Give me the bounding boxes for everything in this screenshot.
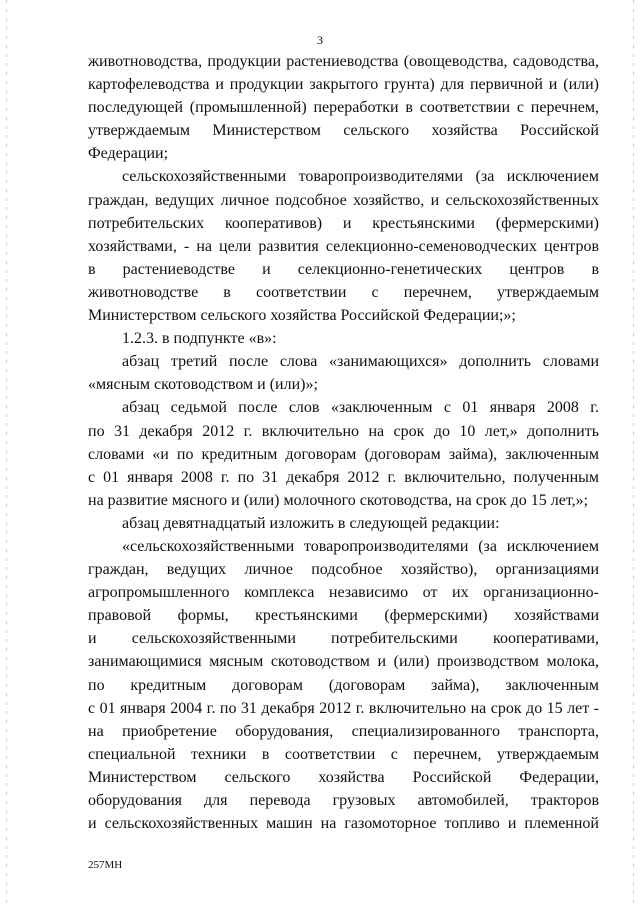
scan-edge-left: [6, 0, 7, 905]
text-line: животноводстве в соответствии с перечнем, утверждаемым: [88, 283, 599, 301]
text-line: абзац третий после слова «занимающихся» дополнить словами: [122, 353, 599, 371]
page-number: 3: [317, 33, 323, 47]
scan-edge-right: [633, 0, 634, 905]
text-line: абзац девятнадцатый изложить в следующей редакции:: [122, 514, 500, 532]
text-line: «сельскохозяйственными товаропроизводителями (за исключением: [122, 537, 599, 555]
text-line: и сельскохозяйственных машин на газомоторное топливо и племенной: [88, 815, 599, 833]
document-code: 257МН: [88, 859, 123, 871]
text-line: граждан, ведущих личное подсобное хозяйство, и сельскохозяйственных: [88, 191, 599, 209]
text-line: оборудования для перевода грузовых автомобилей, тракторов: [88, 792, 599, 809]
text-line: в растениеводстве и селекционно-генетических центров в: [88, 260, 599, 278]
text-line: агропромышленного комплекса независимо от их организационно-: [88, 584, 599, 602]
text-line: сельскохозяйственными товаропроизводителями (за исключением: [122, 168, 599, 186]
text-line: занимающимися мясным скотоводством и (или) производством молока,: [88, 653, 599, 671]
text-line: потребительских кооперативов) и крестьянскими (фермерскими): [88, 214, 599, 232]
text-line: на приобретение оборудования, специализированного транспорта,: [88, 722, 599, 740]
text-line: словами «и по кредитным договорам (договорам займа), заключенным: [88, 445, 599, 463]
text-line: по 31 декабря 2012 г. включительно на срок до 10 лет,» дополнить: [88, 422, 599, 440]
text-line: на развитие мясного и (или) молочного скотоводства, на срок до 15 лет,»;: [88, 491, 589, 509]
document-body: [88, 50, 599, 835]
text-line: последующей (промышленной) переработки в соответствии с перечнем,: [88, 99, 599, 117]
text-line: с 01 января 2008 г. по 31 декабря 2012 г. включительно, полученным: [88, 468, 599, 486]
text-line: Министерством сельского хозяйства Российской Федерации,: [88, 768, 599, 786]
text-line: по кредитным договорам (договорам займа), заключенным: [88, 676, 599, 694]
text-line: Федерации;: [88, 145, 169, 163]
text-line: правовой формы, крестьянскими (фермерскими) хозяйствами: [88, 607, 599, 625]
text-line: картофелеводства и продукции закрытого грунта) для первичной и (или): [88, 76, 599, 94]
text-line: абзац седьмой после слов «заключенным с 01 января 2008 г.: [122, 399, 599, 417]
text-line: хозяйствами, - на цели развития селекционно-семеноводческих центров: [88, 237, 599, 255]
text-line: Министерством сельского хозяйства Российской Федерации;»;: [88, 307, 516, 325]
text-line: с 01 января 2004 г. по 31 декабря 2012 г. включительно на срок до 15 лет -: [88, 699, 599, 717]
text-line: специальной техники в соответствии с перечнем, утверждаемым: [88, 745, 599, 763]
text-line: 1.2.3. в подпункте «в»:: [122, 330, 277, 348]
text-line: утверждаемым Министерством сельского хозяйства Российской: [88, 122, 599, 140]
text-line: и сельскохозяйственными потребительскими кооперативами,: [88, 630, 599, 648]
text-line: «мясным скотоводством и (или)»;: [88, 376, 318, 394]
text-line: граждан, ведущих личное подсобное хозяйство), организациями: [88, 561, 599, 579]
text-line: животноводства, продукции растениеводства (овощеводства, садоводства,: [88, 53, 599, 70]
